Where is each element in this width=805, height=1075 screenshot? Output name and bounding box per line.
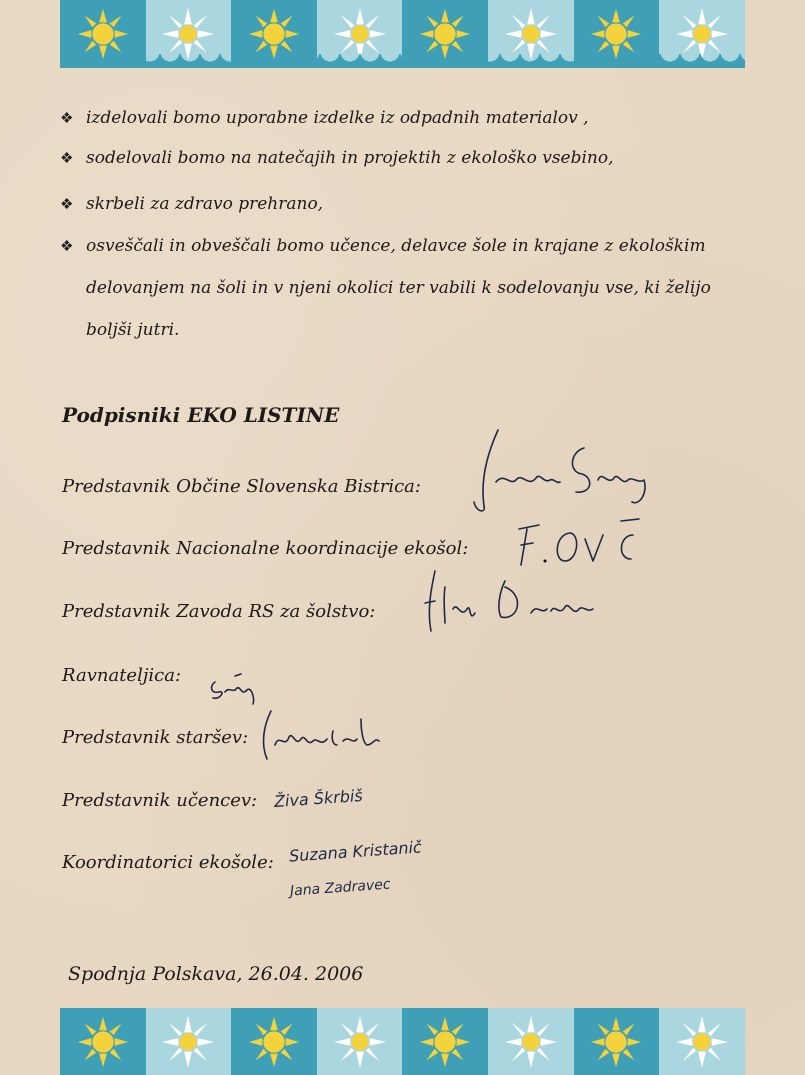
sun-icon bbox=[574, 1008, 660, 1075]
signature-zavod bbox=[423, 565, 598, 640]
signature-starsi bbox=[257, 705, 387, 765]
sun-icon bbox=[231, 0, 317, 68]
list-item-continuation: boljši jutri. bbox=[86, 320, 180, 340]
flower-icon bbox=[146, 1008, 232, 1075]
signature-ravnateljica bbox=[205, 668, 265, 710]
flower-icon bbox=[659, 0, 745, 68]
sun-icon bbox=[402, 0, 488, 68]
top-decorative-border bbox=[60, 0, 745, 68]
signatory-label-nacionalna: Predstavnik Nacionalne koordinacije ekošol: bbox=[62, 538, 469, 559]
sun-icon bbox=[402, 1008, 488, 1075]
list-item-text: sodelovali bomo na natečajih in projektih z ekološko vsebino, bbox=[86, 148, 614, 168]
sun-icon bbox=[574, 0, 660, 68]
flower-icon bbox=[317, 1008, 403, 1075]
signature-obcina bbox=[470, 422, 660, 518]
sun-icon bbox=[60, 1008, 146, 1075]
list-item bbox=[60, 236, 706, 256]
list-item-text: skrbeli za zdravo prehrano, bbox=[86, 194, 324, 214]
flower-icon bbox=[317, 0, 403, 68]
flower-icon bbox=[488, 1008, 574, 1075]
flower-icon bbox=[659, 1008, 745, 1075]
list-item-text: izdelovali bomo uporabne izdelke iz odpadnih materialov , bbox=[86, 108, 589, 128]
signatory-label-obcina: Predstavnik Občine Slovenska Bistrica: bbox=[62, 476, 421, 497]
flower-icon bbox=[146, 0, 232, 68]
sun-icon bbox=[60, 0, 146, 68]
bottom-decorative-border bbox=[60, 1008, 745, 1075]
diamond-bullet-icon: ❖ bbox=[60, 237, 74, 255]
flower-icon bbox=[488, 0, 574, 68]
list-item-continuation: delovanjem na šoli in v njeni okolici ter vabili k sodelovanju vse, ki želijo bbox=[86, 278, 711, 298]
list-item bbox=[60, 194, 323, 214]
place-and-date: Spodnja Polskava, 26.04. 2006 bbox=[68, 963, 364, 985]
diamond-bullet-icon: ❖ bbox=[60, 195, 74, 213]
sun-icon bbox=[231, 1008, 317, 1075]
list-item-text: osveščali in obveščali bomo učence, delavce šole in krajane z ekološkim bbox=[86, 236, 706, 256]
signatory-label-ucenci: Predstavnik učencev: bbox=[62, 790, 258, 811]
signature-koordinatorica-2: Jana Zadravec bbox=[289, 876, 392, 900]
signatories-heading: Podpisniki EKO LISTINE bbox=[62, 403, 340, 427]
signature-koordinatorica-1: Suzana Kristanič bbox=[288, 837, 423, 866]
signatory-label-koordinatorici: Koordinatorici ekošole: bbox=[62, 852, 274, 873]
list-item bbox=[60, 148, 614, 168]
list-item bbox=[60, 108, 589, 128]
diamond-bullet-icon: ❖ bbox=[60, 149, 74, 167]
diamond-bullet-icon: ❖ bbox=[60, 109, 74, 127]
signatory-label-starsi: Predstavnik staršev: bbox=[62, 727, 249, 748]
signatory-label-zavod: Predstavnik Zavoda RS za šolstvo: bbox=[62, 601, 376, 622]
signatory-label-ravnateljica: Ravnateljica: bbox=[62, 665, 182, 686]
signature-ucenci: Živa Škrbiš bbox=[273, 785, 364, 812]
